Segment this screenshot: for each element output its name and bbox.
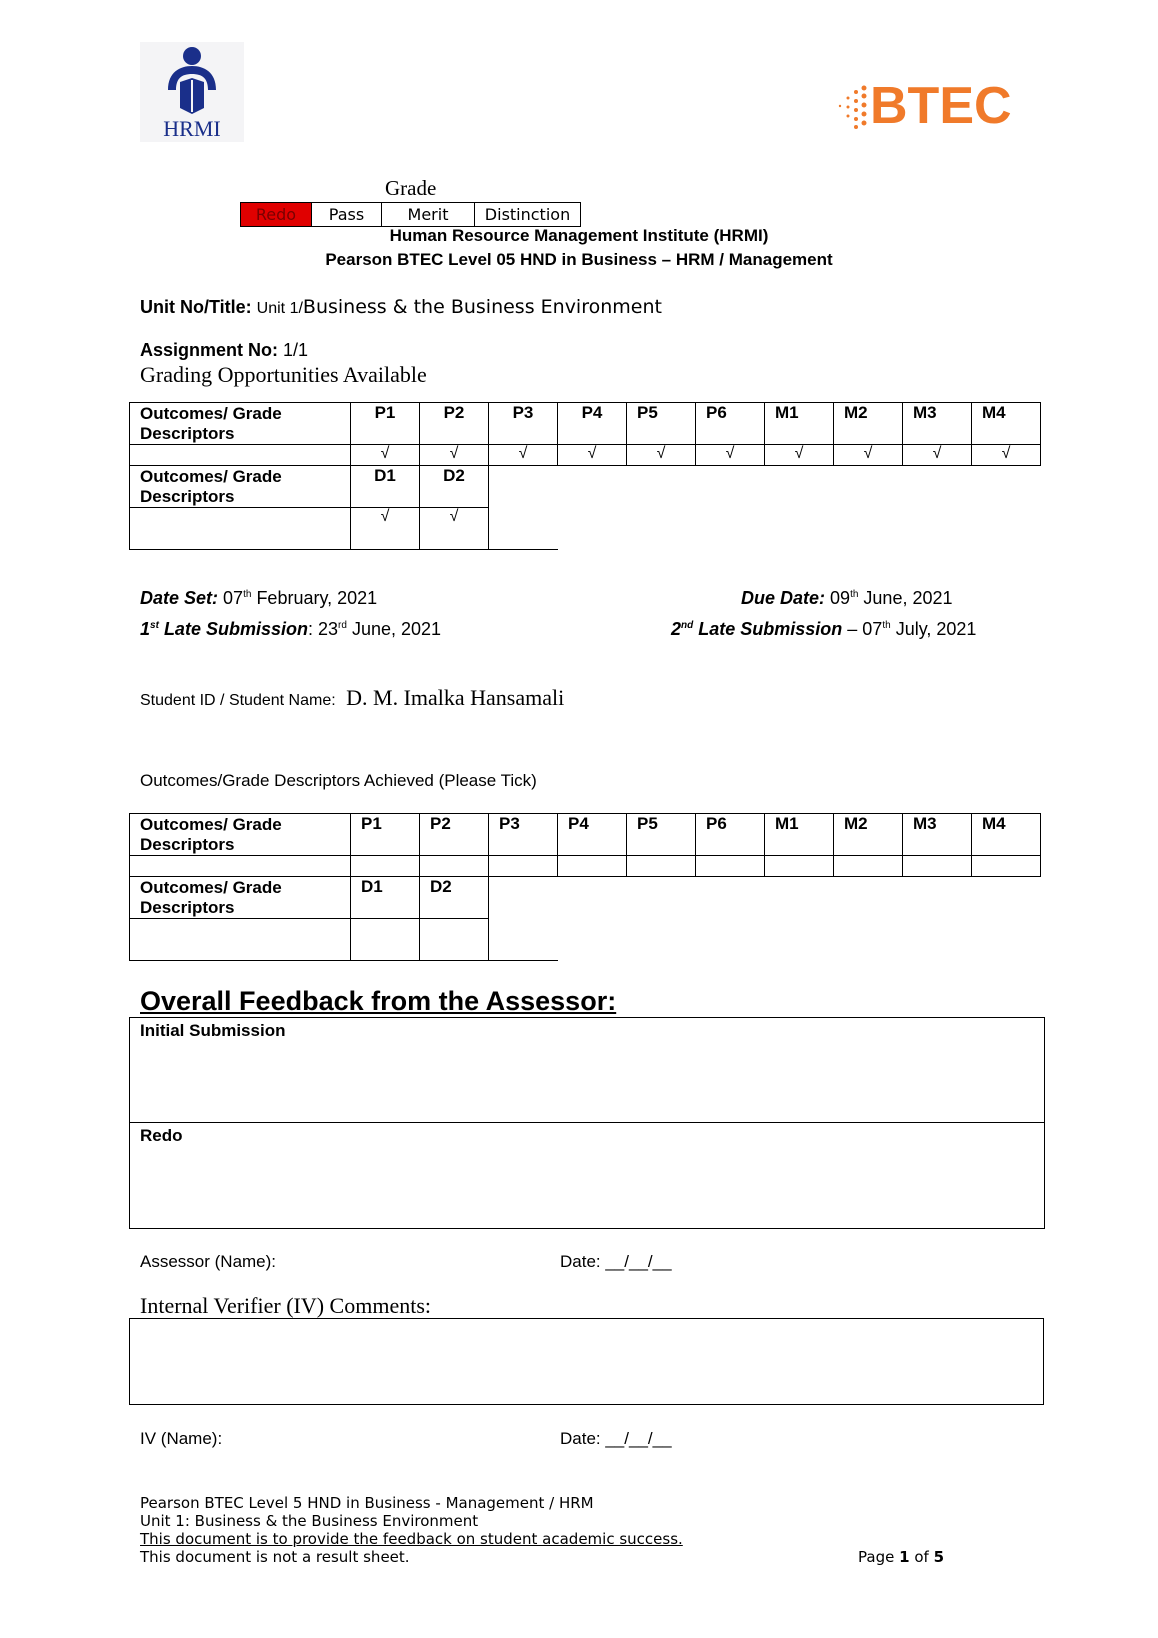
assessor-name-label: Assessor (Name): bbox=[140, 1252, 277, 1271]
first-late-submission: 1st Late Submission: 23rd June, 2021 bbox=[140, 619, 442, 639]
assignment-label: Assignment No: bbox=[140, 340, 279, 360]
footer-line-1: Pearson BTEC Level 5 HND in Business - Management / HRM bbox=[140, 1494, 594, 1512]
achieved-tick-m2[interactable] bbox=[834, 856, 903, 877]
achieved-tick-p4[interactable] bbox=[558, 856, 627, 877]
due-date-label: Due Date: bbox=[741, 588, 826, 608]
unit-number: Unit 1/ bbox=[256, 300, 303, 317]
unit-label: Unit No/Title: bbox=[140, 297, 252, 317]
tick-row-header bbox=[130, 445, 351, 466]
unit-line bbox=[140, 296, 662, 318]
distinction-tick-row-header bbox=[130, 508, 351, 550]
late2-day: 07 bbox=[862, 619, 883, 639]
date-set-rest: February, 2021 bbox=[256, 588, 378, 608]
tick-p4: √ bbox=[558, 445, 627, 466]
achieved-tick-p1[interactable] bbox=[351, 856, 420, 877]
achieved-p5: P5 bbox=[627, 814, 696, 856]
tick-p3: √ bbox=[489, 445, 558, 466]
late1-sup: st bbox=[150, 620, 159, 631]
iv-comments-label: Internal Verifier (IV) Comments: bbox=[140, 1293, 432, 1318]
tick-p6: √ bbox=[696, 445, 765, 466]
page-number bbox=[858, 1548, 944, 1566]
achieved-p3: P3 bbox=[489, 814, 558, 856]
tick-m4: √ bbox=[972, 445, 1041, 466]
late2-rest: July, 2021 bbox=[895, 619, 977, 639]
tick-m1: √ bbox=[765, 445, 834, 466]
institute-title: Human Resource Management Institute (HRMI) bbox=[389, 226, 769, 245]
second-late-submission: 2nd Late Submission – 07th July, 2021 bbox=[671, 619, 977, 639]
footer-line-2: Unit 1: Business & the Business Environment bbox=[140, 1512, 479, 1530]
hrmi-logo-text: HRMI bbox=[163, 116, 221, 141]
programme-title: Pearson BTEC Level 05 HND in Business – HRM / Management bbox=[325, 250, 833, 269]
student-label: Student ID / Student Name: bbox=[140, 692, 336, 709]
achieved-m2: M2 bbox=[834, 814, 903, 856]
criterion-m4: M4 bbox=[972, 403, 1041, 445]
achieved-tick-p5[interactable] bbox=[627, 856, 696, 877]
date-set-day: 07 bbox=[223, 588, 244, 608]
grade-option-merit: Merit bbox=[382, 203, 475, 227]
tick-p1: √ bbox=[351, 445, 420, 466]
distinction-row-header: Outcomes/ Grade Descriptors bbox=[130, 466, 351, 508]
initial-submission-label: Initial Submission bbox=[140, 1021, 286, 1040]
late1-num: 1 bbox=[140, 619, 151, 639]
unit-title: Business & the Business Environment bbox=[302, 296, 662, 318]
feedback-divider bbox=[130, 1122, 1044, 1123]
footer-line-3: This document is to provide the feedback on student academic success. bbox=[140, 1530, 683, 1548]
achieved-row-header: Outcomes/ Grade Descriptors bbox=[130, 814, 351, 856]
redo-label: Redo bbox=[140, 1126, 183, 1145]
achieved-distinction-header: Outcomes/ Grade Descriptors bbox=[130, 877, 351, 919]
iv-comments-box bbox=[129, 1318, 1044, 1405]
grade-label: Grade bbox=[385, 176, 437, 200]
achieved-tick-d1[interactable] bbox=[351, 919, 420, 961]
achieved-tick-d2[interactable] bbox=[420, 919, 489, 961]
page-total: 5 bbox=[933, 1548, 945, 1566]
achieved-m4: M4 bbox=[972, 814, 1041, 856]
iv-name-label: IV (Name): bbox=[140, 1429, 223, 1448]
late1-label: Late Submission bbox=[163, 619, 308, 639]
criterion-m3: M3 bbox=[903, 403, 972, 445]
feedback-box bbox=[129, 1017, 1045, 1229]
achieved-d1: D1 bbox=[351, 877, 420, 919]
feedback-title: Overall Feedback from the Assessor: bbox=[140, 986, 617, 1016]
achieved-tick-m3[interactable] bbox=[903, 856, 972, 877]
grade-option-pass: Pass bbox=[312, 203, 382, 227]
assignment-value: 1/1 bbox=[283, 340, 309, 360]
row-header: Outcomes/ Grade Descriptors bbox=[130, 403, 351, 445]
tick-m2: √ bbox=[834, 445, 903, 466]
late1-suffix: rd bbox=[338, 620, 347, 631]
achieved-p6: P6 bbox=[696, 814, 765, 856]
criterion-p6: P6 bbox=[696, 403, 765, 445]
tick-d1: √ bbox=[351, 508, 420, 550]
achieved-tick-p6[interactable] bbox=[696, 856, 765, 877]
grade-option-distinction: Distinction bbox=[475, 203, 581, 227]
criterion-p5: P5 bbox=[627, 403, 696, 445]
student-line bbox=[140, 685, 564, 711]
page-current: 1 bbox=[899, 1548, 910, 1566]
criterion-d2: D2 bbox=[420, 466, 489, 508]
achieved-heading: Outcomes/Grade Descriptors Achieved (Please Tick) bbox=[140, 771, 537, 790]
achieved-tick-m4[interactable] bbox=[972, 856, 1041, 877]
achieved-d2: D2 bbox=[420, 877, 489, 919]
assignment-line bbox=[140, 340, 308, 361]
criterion-m1: M1 bbox=[765, 403, 834, 445]
hrmi-emblem-icon bbox=[162, 46, 222, 118]
criterion-m2: M2 bbox=[834, 403, 903, 445]
tick-d2: √ bbox=[420, 508, 489, 550]
achieved-tick-m1[interactable] bbox=[765, 856, 834, 877]
tick-m3: √ bbox=[903, 445, 972, 466]
criterion-p4: P4 bbox=[558, 403, 627, 445]
grading-opportunities-heading: Grading Opportunities Available bbox=[140, 362, 427, 387]
page-word: Page bbox=[858, 1548, 895, 1566]
hrmi-logo bbox=[140, 42, 244, 142]
late2-suffix: th bbox=[882, 620, 891, 631]
late1-day: 23 bbox=[317, 619, 339, 639]
achieved-tick-p2[interactable] bbox=[420, 856, 489, 877]
criterion-p1: P1 bbox=[351, 403, 420, 445]
criterion-d1: D1 bbox=[351, 466, 420, 508]
achieved-p1: P1 bbox=[351, 814, 420, 856]
achieved-p4: P4 bbox=[558, 814, 627, 856]
due-day: 09 bbox=[830, 588, 851, 608]
achieved-table bbox=[129, 813, 1041, 961]
tick-p5: √ bbox=[627, 445, 696, 466]
due-rest: June, 2021 bbox=[863, 588, 953, 608]
student-name: D. M. Imalka Hansamali bbox=[346, 685, 565, 710]
assessor-date: Date: __/__/__ bbox=[560, 1252, 672, 1271]
criterion-p2: P2 bbox=[420, 403, 489, 445]
late1-rest: June, 2021 bbox=[351, 619, 442, 639]
date-set-suffix: th bbox=[243, 589, 252, 600]
achieved-tick-p3[interactable] bbox=[489, 856, 558, 877]
late2-label: Late Submission bbox=[698, 619, 843, 639]
achieved-distinction-tick-header bbox=[130, 919, 351, 961]
late2-sup: nd bbox=[681, 620, 694, 631]
footer-line-4: This document is not a result sheet. bbox=[140, 1548, 410, 1566]
achieved-tick-header bbox=[130, 856, 351, 877]
date-set-label: Date Set: bbox=[140, 588, 219, 608]
grade-option-redo: Redo bbox=[241, 203, 312, 227]
criterion-p3: P3 bbox=[489, 403, 558, 445]
late2-num: 2 bbox=[671, 619, 682, 639]
btec-dots-icon bbox=[836, 84, 870, 130]
due-date bbox=[741, 588, 953, 609]
tick-p2: √ bbox=[420, 445, 489, 466]
page-of: of bbox=[914, 1548, 929, 1566]
footer bbox=[140, 1494, 683, 1566]
due-suffix: th bbox=[850, 589, 859, 600]
achieved-m1: M1 bbox=[765, 814, 834, 856]
date-set bbox=[140, 588, 377, 609]
grading-opportunities-table bbox=[129, 402, 1041, 550]
grade-options-table bbox=[240, 202, 581, 227]
btec-logo bbox=[836, 77, 1016, 140]
iv-date: Date: __/__/__ bbox=[560, 1429, 672, 1448]
btec-logo-text: BTEC bbox=[870, 77, 1012, 135]
achieved-m3: M3 bbox=[903, 814, 972, 856]
achieved-p2: P2 bbox=[420, 814, 489, 856]
